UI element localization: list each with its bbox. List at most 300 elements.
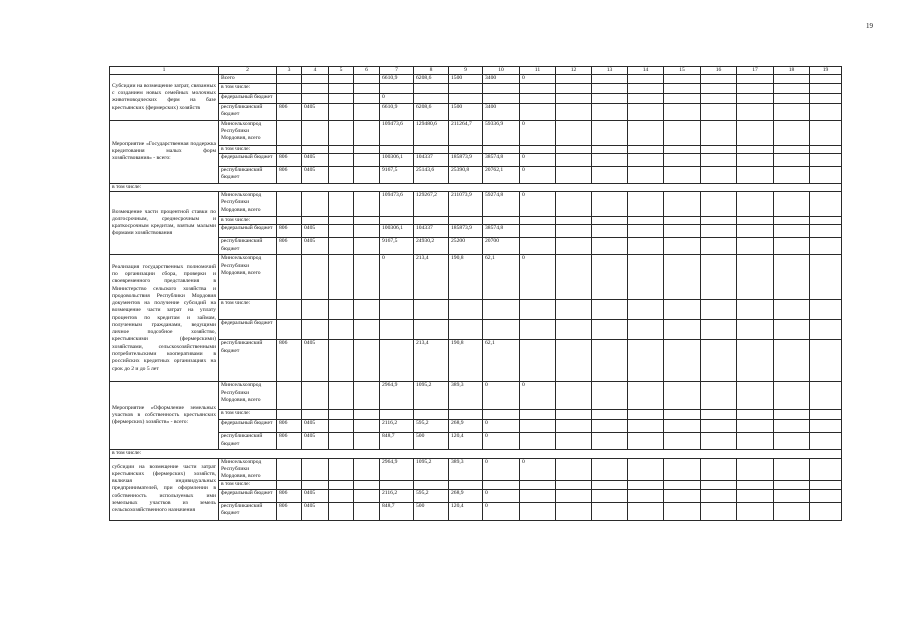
value-cell	[592, 217, 628, 225]
value-cell: 104337	[414, 225, 449, 238]
value-cell	[664, 481, 701, 489]
value-cell: 38574,8	[483, 225, 520, 238]
value-cell	[556, 93, 592, 103]
value-cell: 120,4	[449, 433, 483, 450]
value-cell	[701, 103, 737, 120]
value-cell	[701, 153, 737, 166]
funding-source-cell: республиканский бюджет	[219, 238, 277, 255]
value-cell	[354, 192, 380, 217]
value-cell	[701, 458, 737, 481]
value-cell: 211264,7	[449, 120, 483, 145]
value-cell	[592, 458, 628, 481]
value-cell	[520, 433, 556, 450]
value-cell	[592, 192, 628, 217]
value-cell	[302, 255, 329, 300]
funding-source-cell: республиканский бюджет	[219, 166, 277, 183]
value-cell	[520, 103, 556, 120]
value-cell	[774, 340, 810, 382]
value-cell	[774, 489, 810, 502]
value-cell: 1095,2	[414, 458, 449, 481]
value-cell	[556, 489, 592, 502]
value-cell	[628, 433, 664, 450]
value-cell	[737, 458, 774, 481]
value-cell	[329, 458, 354, 481]
value-cell	[737, 225, 774, 238]
value-cell	[774, 166, 810, 183]
table-row	[110, 382, 842, 410]
value-cell	[774, 153, 810, 166]
value-cell	[302, 410, 329, 420]
value-cell: 2964,9	[380, 458, 414, 481]
funding-source-cell: в том числе:	[219, 481, 277, 489]
value-cell	[329, 75, 354, 83]
value-cell	[774, 300, 810, 320]
header-cell: 16	[701, 67, 737, 75]
value-cell	[329, 489, 354, 502]
value-cell	[520, 145, 556, 153]
value-cell	[302, 382, 329, 410]
funding-source-cell: Минсельхозпрод Республики Мордовия, всего	[219, 382, 277, 410]
value-cell: 0405	[302, 489, 329, 502]
value-cell	[449, 300, 483, 320]
value-cell	[354, 481, 380, 489]
value-cell	[556, 238, 592, 255]
value-cell	[810, 217, 842, 225]
funding-source-cell: Минсельхозпрод Республики Мордовия, всего	[219, 255, 277, 300]
value-cell	[414, 217, 449, 225]
value-cell	[810, 340, 842, 382]
table-row	[110, 489, 842, 502]
value-cell	[277, 217, 302, 225]
value-cell	[664, 238, 701, 255]
value-cell	[774, 410, 810, 420]
value-cell	[354, 238, 380, 255]
header-row	[110, 67, 842, 75]
value-cell: 3400	[483, 75, 520, 83]
value-cell	[628, 192, 664, 217]
value-cell	[449, 145, 483, 153]
value-cell: 848,7	[380, 502, 414, 520]
value-cell: 0	[483, 458, 520, 481]
value-cell	[592, 238, 628, 255]
value-cell	[737, 217, 774, 225]
header-cell: 3	[277, 67, 302, 75]
subsection-label-row	[110, 450, 842, 458]
funding-source-cell: федеральный бюджет	[219, 489, 277, 502]
value-cell: 59336,9	[483, 120, 520, 145]
value-cell: 0405	[302, 433, 329, 450]
value-cell	[592, 433, 628, 450]
value-cell: 6208,6	[414, 75, 449, 83]
value-cell	[277, 93, 302, 103]
value-cell	[302, 83, 329, 93]
value-cell: 806	[277, 153, 302, 166]
value-cell	[701, 300, 737, 320]
value-cell	[556, 217, 592, 225]
value-cell: 129267,2	[414, 192, 449, 217]
value-cell: 25200	[449, 238, 483, 255]
value-cell: 25143,6	[414, 166, 449, 183]
value-cell	[354, 145, 380, 153]
value-cell: 6208,6	[414, 103, 449, 120]
value-cell	[664, 433, 701, 450]
table-row	[110, 217, 842, 225]
value-cell: 0	[520, 153, 556, 166]
value-cell	[628, 166, 664, 183]
measure-description: Мероприятие «Государственная поддержка кредитования малых форм хозяйствования» - всего:	[110, 120, 219, 183]
value-cell	[302, 120, 329, 145]
value-cell	[329, 153, 354, 166]
value-cell	[414, 300, 449, 320]
value-cell	[592, 502, 628, 520]
value-cell: 0	[520, 458, 556, 481]
value-cell	[810, 489, 842, 502]
table-row	[110, 75, 842, 83]
value-cell	[737, 340, 774, 382]
value-cell	[302, 75, 329, 83]
value-cell	[354, 433, 380, 450]
value-cell	[701, 83, 737, 93]
value-cell: 595,2	[414, 489, 449, 502]
funding-source-cell: в том числе:	[219, 410, 277, 420]
value-cell: 806	[277, 103, 302, 120]
value-cell	[701, 420, 737, 433]
funding-source-cell: Всего	[219, 75, 277, 83]
value-cell	[592, 166, 628, 183]
value-cell	[329, 410, 354, 420]
value-cell	[737, 420, 774, 433]
value-cell	[354, 420, 380, 433]
value-cell	[329, 502, 354, 520]
value-cell	[302, 192, 329, 217]
value-cell	[556, 410, 592, 420]
value-cell	[592, 489, 628, 502]
value-cell	[354, 103, 380, 120]
value-cell	[414, 410, 449, 420]
value-cell	[556, 433, 592, 450]
value-cell	[737, 300, 774, 320]
header-cell: 17	[737, 67, 774, 75]
value-cell	[628, 489, 664, 502]
value-cell	[520, 489, 556, 502]
value-cell	[628, 103, 664, 120]
table-row	[110, 420, 842, 433]
value-cell	[628, 340, 664, 382]
value-cell: 0	[380, 93, 414, 103]
value-cell	[329, 93, 354, 103]
header-cell: 19	[810, 67, 842, 75]
value-cell	[737, 320, 774, 340]
funding-source-cell: в том числе:	[219, 145, 277, 153]
value-cell	[737, 120, 774, 145]
value-cell	[664, 93, 701, 103]
value-cell	[628, 120, 664, 145]
value-cell	[380, 83, 414, 93]
value-cell: 20762,1	[483, 166, 520, 183]
value-cell: 0	[483, 433, 520, 450]
value-cell	[354, 83, 380, 93]
value-cell	[810, 382, 842, 410]
value-cell	[277, 410, 302, 420]
value-cell	[277, 120, 302, 145]
value-cell	[556, 502, 592, 520]
header-cell: 7	[380, 67, 414, 75]
value-cell	[628, 153, 664, 166]
table-row	[110, 410, 842, 420]
value-cell	[628, 75, 664, 83]
value-cell: 185873,9	[449, 153, 483, 166]
value-cell: 59274,8	[483, 192, 520, 217]
value-cell	[354, 93, 380, 103]
value-cell	[628, 502, 664, 520]
value-cell	[664, 420, 701, 433]
header-cell: 14	[628, 67, 664, 75]
value-cell	[701, 225, 737, 238]
value-cell	[520, 300, 556, 320]
value-cell	[592, 153, 628, 166]
value-cell	[701, 489, 737, 502]
value-cell: 109473,6	[380, 192, 414, 217]
value-cell	[277, 255, 302, 300]
table-row	[110, 481, 842, 489]
table-row	[110, 192, 842, 217]
value-cell	[592, 75, 628, 83]
value-cell	[701, 75, 737, 83]
value-cell	[664, 320, 701, 340]
measure-description: субсидии на возмещение части затрат крестьянских (фермерских) хозяйств, включая индивидуальных предпринимателей, при оформлении в собственность используемых ими земельных участков из земель сельскохозяйственного назначения	[110, 458, 219, 520]
value-cell	[277, 382, 302, 410]
funding-source-cell: в том числе:	[219, 217, 277, 225]
funding-source-cell: федеральный бюджет	[219, 225, 277, 238]
value-cell	[277, 83, 302, 93]
value-cell	[329, 340, 354, 382]
value-cell: 190,8	[449, 255, 483, 300]
value-cell	[592, 382, 628, 410]
value-cell	[810, 502, 842, 520]
value-cell	[810, 192, 842, 217]
value-cell	[774, 238, 810, 255]
value-cell	[664, 166, 701, 183]
funding-source-cell: Минсельхозпрод Республики Мордовия, всего	[219, 458, 277, 481]
value-cell	[556, 320, 592, 340]
value-cell	[556, 75, 592, 83]
value-cell	[354, 120, 380, 145]
value-cell: 9167,5	[380, 166, 414, 183]
value-cell	[628, 225, 664, 238]
table-row	[110, 145, 842, 153]
value-cell	[483, 320, 520, 340]
value-cell: 500	[414, 502, 449, 520]
value-cell	[354, 458, 380, 481]
value-cell: 1500	[449, 103, 483, 120]
value-cell: 120,4	[449, 502, 483, 520]
value-cell: 25390,8	[449, 166, 483, 183]
value-cell	[302, 93, 329, 103]
value-cell	[483, 481, 520, 489]
value-cell: 0	[520, 75, 556, 83]
value-cell	[737, 93, 774, 103]
value-cell	[664, 83, 701, 93]
value-cell	[592, 83, 628, 93]
value-cell	[380, 481, 414, 489]
value-cell	[664, 489, 701, 502]
value-cell: 0405	[302, 238, 329, 255]
value-cell	[810, 433, 842, 450]
value-cell	[592, 120, 628, 145]
value-cell: 62,1	[483, 255, 520, 300]
value-cell	[592, 320, 628, 340]
value-cell	[592, 340, 628, 382]
value-cell	[701, 255, 737, 300]
measure-description: Возмещение части процентной ставки по долгосрочным, среднесрочным и краткосрочным кредитам, взятым малыми формами хозяйствования	[110, 192, 219, 255]
value-cell	[810, 153, 842, 166]
value-cell	[810, 410, 842, 420]
funding-source-cell: федеральный бюджет	[219, 320, 277, 340]
funding-source-cell: федеральный бюджет	[219, 153, 277, 166]
value-cell: 190,8	[449, 340, 483, 382]
value-cell: 0	[483, 489, 520, 502]
value-cell	[737, 433, 774, 450]
value-cell	[329, 166, 354, 183]
value-cell	[810, 481, 842, 489]
value-cell	[520, 217, 556, 225]
table-row	[110, 93, 842, 103]
value-cell: 2964,9	[380, 382, 414, 410]
subsection-label-row	[110, 183, 842, 191]
value-cell: 500	[414, 433, 449, 450]
value-cell	[520, 83, 556, 93]
value-cell	[354, 300, 380, 320]
value-cell	[354, 340, 380, 382]
value-cell	[664, 382, 701, 410]
value-cell	[277, 481, 302, 489]
value-cell	[664, 217, 701, 225]
value-cell	[556, 255, 592, 300]
value-cell: 0	[380, 255, 414, 300]
value-cell	[556, 225, 592, 238]
value-cell	[737, 145, 774, 153]
value-cell	[556, 340, 592, 382]
value-cell	[414, 145, 449, 153]
value-cell: 0405	[302, 502, 329, 520]
value-cell	[354, 225, 380, 238]
value-cell: 806	[277, 502, 302, 520]
subsection-label: в том числе:	[110, 450, 842, 458]
funding-source-cell: в том числе:	[219, 83, 277, 93]
funding-source-cell: в том числе:	[219, 300, 277, 320]
value-cell	[810, 120, 842, 145]
value-cell	[414, 93, 449, 103]
table-row	[110, 433, 842, 450]
value-cell	[737, 502, 774, 520]
value-cell	[664, 340, 701, 382]
value-cell	[329, 145, 354, 153]
value-cell	[329, 382, 354, 410]
table-row	[110, 83, 842, 93]
value-cell: 0	[520, 255, 556, 300]
value-cell	[774, 458, 810, 481]
value-cell	[701, 481, 737, 489]
value-cell: 24930,2	[414, 238, 449, 255]
value-cell	[329, 238, 354, 255]
value-cell	[664, 103, 701, 120]
value-cell	[556, 145, 592, 153]
value-cell	[414, 320, 449, 340]
header-cell: 8	[414, 67, 449, 75]
value-cell	[810, 320, 842, 340]
value-cell: 0405	[302, 166, 329, 183]
value-cell	[380, 320, 414, 340]
value-cell	[664, 145, 701, 153]
value-cell: 806	[277, 340, 302, 382]
value-cell	[737, 75, 774, 83]
header-cell: 1	[110, 67, 219, 75]
header-cell: 13	[592, 67, 628, 75]
funding-source-cell: республиканский бюджет	[219, 502, 277, 520]
value-cell	[701, 382, 737, 410]
value-cell	[701, 120, 737, 145]
value-cell	[354, 320, 380, 340]
value-cell	[354, 382, 380, 410]
value-cell	[483, 83, 520, 93]
value-cell	[354, 166, 380, 183]
value-cell: 0	[520, 166, 556, 183]
value-cell	[664, 458, 701, 481]
funding-source-cell: республиканский бюджет	[219, 103, 277, 120]
value-cell	[810, 458, 842, 481]
value-cell	[556, 103, 592, 120]
value-cell	[737, 255, 774, 300]
value-cell	[302, 458, 329, 481]
value-cell	[628, 481, 664, 489]
value-cell	[592, 481, 628, 489]
value-cell: 109473,6	[380, 120, 414, 145]
value-cell	[592, 145, 628, 153]
value-cell	[774, 103, 810, 120]
value-cell	[329, 103, 354, 120]
funding-source-cell: Минсельхозпрод Республики Мордовия, всего	[219, 192, 277, 217]
value-cell	[810, 225, 842, 238]
value-cell: 389,3	[449, 458, 483, 481]
value-cell	[592, 225, 628, 238]
value-cell	[329, 83, 354, 93]
value-cell	[701, 238, 737, 255]
header-cell: 9	[449, 67, 483, 75]
value-cell: 0	[520, 192, 556, 217]
value-cell: 268,9	[449, 420, 483, 433]
value-cell	[774, 192, 810, 217]
funding-source-cell: федеральный бюджет	[219, 93, 277, 103]
budget-table	[109, 66, 842, 521]
value-cell: 0	[520, 382, 556, 410]
header-cell: 10	[483, 67, 520, 75]
value-cell	[329, 217, 354, 225]
value-cell	[701, 340, 737, 382]
value-cell: 213,4	[414, 340, 449, 382]
value-cell	[737, 166, 774, 183]
value-cell	[354, 255, 380, 300]
value-cell	[449, 481, 483, 489]
value-cell: 806	[277, 489, 302, 502]
measure-description: Мероприятие «Оформление земельных участков в собственность крестьянских (фермерских) хозяйств» - всего:	[110, 382, 219, 450]
value-cell: 2116,2	[380, 420, 414, 433]
value-cell	[277, 458, 302, 481]
value-cell	[556, 382, 592, 410]
value-cell	[592, 103, 628, 120]
value-cell: 0405	[302, 420, 329, 433]
value-cell	[664, 300, 701, 320]
value-cell	[380, 217, 414, 225]
